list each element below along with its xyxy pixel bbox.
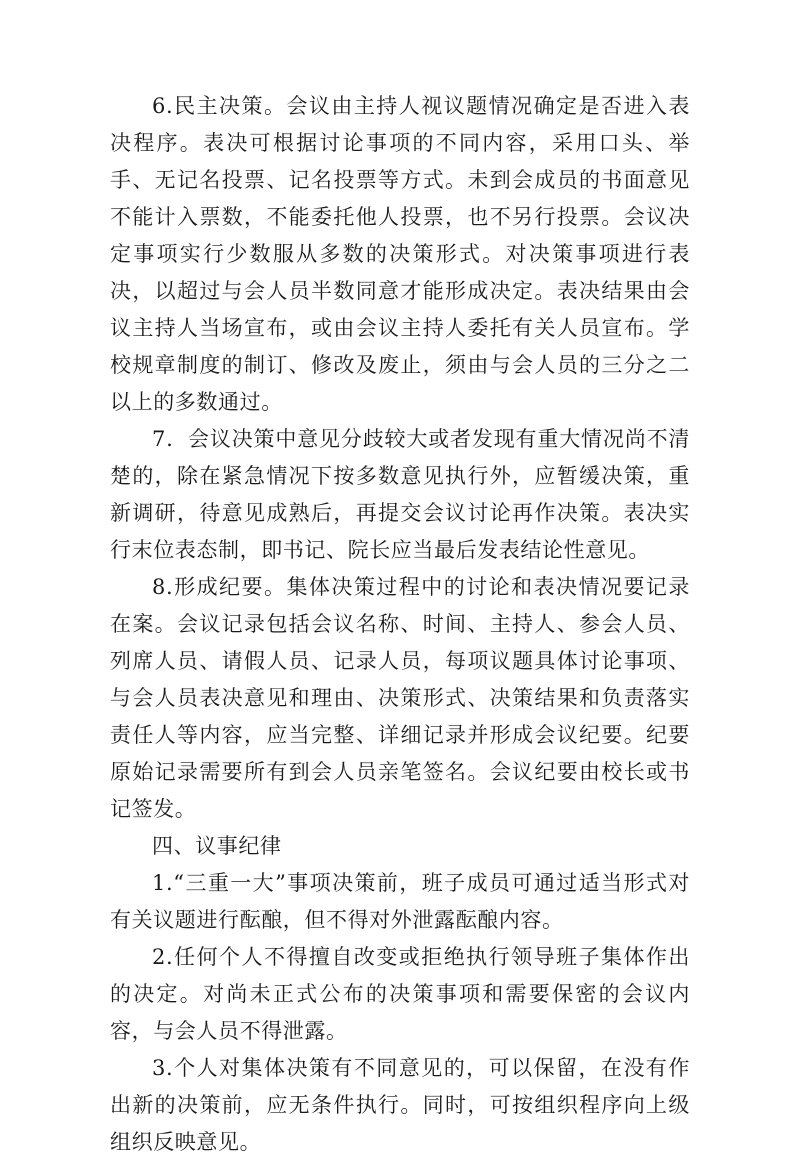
paragraph-discipline-2: 2.任何个人不得擅自改变或拒绝执行领导班子集体作出的决定。对尚未正式公布的决策事项和需要保密的会议内容，与会人员不得泄露。 [110,945,690,1043]
paragraph-discipline-1: 1.“三重一大”事项决策前，班子成员可通过适当形式对有关议题进行酝酿，但不得对外泄露酝酿内容。 [110,871,690,932]
paragraph-meeting-minutes: 8.形成纪要。集体决策过程中的讨论和表决情况要记录在案。会议记录包括会议名称、时间、主持人、参会人员、列席人员、请假人员、记录人员，每项议题具体讨论事项、与会人员表决意见和理由、决策形式、决策结果和负责落实责任人等内容，应当完整、详细记录并形成会议纪要。纪要原始记录需要所有到会人员亲笔签名。会议纪要由校长或书记签发。 [110,575,690,821]
paragraph-postpone-decision: 7．会议决策中意见分歧较大或者发现有重大情况尚不清楚的，除在紧急情况下按多数意见执行外，应暂缓决策，重新调研，待意见成熟后，再提交会议讨论再作决策。表决实行末位表态制，即书记、院长应当最后发表结论性意见。 [110,427,690,562]
document-body [110,88,690,1161]
paragraph-democratic-decision: 6.民主决策。会议由主持人视议题情况确定是否进入表决程序。表决可根据讨论事项的不同内容，采用口头、举手、无记名投票、记名投票等方式。未到会成员的书面意见不能计入票数，不能委托他人投票，也不另行投票。会议决定事项实行少数服从多数的决策形式。对决策事项进行表决，以超过与会人员半数同意才能形成决定。表决结果由会议主持人当场宣布，或由会议主持人委托有关人员宣布。学校规章制度的制订、修改及废止，须由与会人员的三分之二以上的多数通过。 [110,94,690,414]
section-heading-discipline: 四、议事纪律 [152,834,282,858]
paragraph-discipline-3: 3.个人对集体决策有不同意见的，可以保留，在没有作出新的决策前，应无条件执行。同时，可按组织程序向上级组织反映意见。 [110,1056,690,1154]
